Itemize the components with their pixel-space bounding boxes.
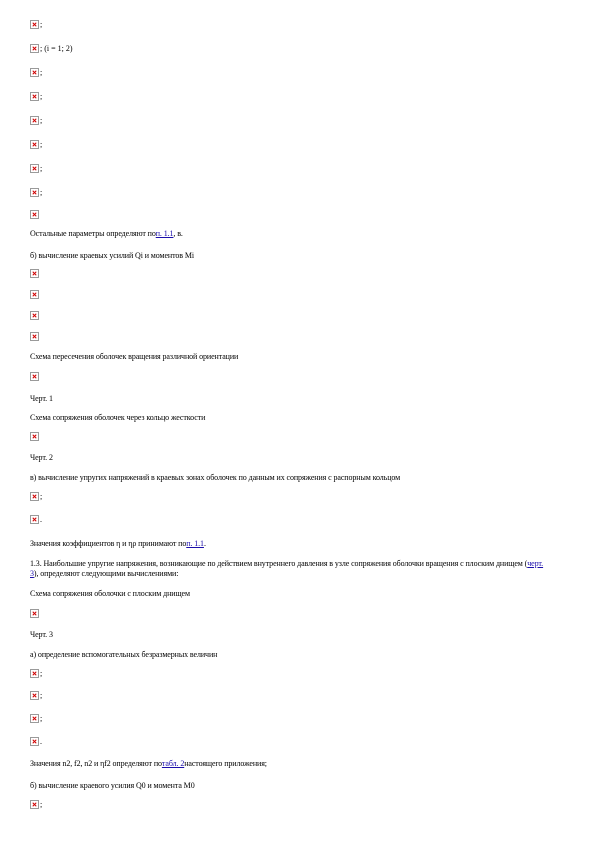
chart-label: Черт. 1 bbox=[30, 394, 53, 403]
formula-row bbox=[30, 20, 42, 29]
formula-suffix: ; bbox=[40, 164, 43, 173]
broken-image-icon bbox=[30, 92, 39, 101]
formula-row bbox=[30, 332, 40, 341]
formula-row: ; bbox=[30, 492, 42, 501]
broken-image-icon bbox=[30, 669, 39, 678]
formula-row bbox=[30, 92, 42, 101]
figure-caption: Схема сопряжения оболочек через кольцо жесткости bbox=[30, 413, 206, 422]
figure-image bbox=[30, 432, 39, 441]
formula-row bbox=[30, 311, 40, 320]
formula-suffix: ; bbox=[40, 92, 43, 101]
link-table-2[interactable]: табл. 2 bbox=[161, 759, 185, 768]
formula-row bbox=[30, 116, 42, 125]
paragraph: Значения n2, f2, n2 и ηf2 определяют по табл. 2 настоящего приложения; bbox=[30, 759, 267, 768]
formula-row bbox=[30, 269, 40, 278]
chart-label: Черт. 2 bbox=[30, 453, 53, 462]
paragraph: б) вычисление краевых усилий Qi и моментов Mi bbox=[30, 251, 195, 260]
paragraph: Остальные параметры определяют по п. 1.1 , в. bbox=[30, 229, 183, 238]
broken-image-icon bbox=[30, 44, 39, 53]
formula-row bbox=[30, 164, 42, 173]
broken-image-icon bbox=[30, 269, 39, 278]
broken-image-icon bbox=[30, 372, 39, 381]
formula-row: ; bbox=[30, 669, 42, 678]
formula-suffix: ; bbox=[40, 188, 43, 197]
figure-caption: Схема пересечения оболочек вращения различной ориентации bbox=[30, 352, 239, 361]
formula-row: ; bbox=[30, 714, 42, 723]
broken-image-icon bbox=[30, 691, 39, 700]
broken-image-icon bbox=[30, 311, 39, 320]
broken-image-icon bbox=[30, 210, 39, 219]
formula-suffix: ; (i = 1; 2) bbox=[40, 44, 73, 53]
broken-image-icon bbox=[30, 332, 39, 341]
formula-suffix: ; bbox=[40, 20, 43, 29]
paragraph: б) вычисление краевого усилия Q0 и момента M0 bbox=[30, 781, 195, 790]
figure-caption: Схема сопряжения оболочки с плоским днищем bbox=[30, 589, 190, 598]
formula-row bbox=[30, 290, 40, 299]
formula-suffix: ; bbox=[40, 68, 43, 77]
broken-image-icon bbox=[30, 515, 39, 524]
formula-suffix: ; bbox=[40, 140, 43, 149]
broken-image-icon bbox=[30, 432, 39, 441]
formula-row bbox=[30, 210, 40, 219]
formula-row bbox=[30, 188, 42, 197]
figure-image bbox=[30, 372, 39, 381]
broken-image-icon bbox=[30, 800, 39, 809]
paragraph: 1.3. Наибольшие упругие напряжения, возникающие по действием внутреннего давления в узле сопряжения оболочки вращения с плоским днищем (черт. 3), определяют следующими вычислениями: bbox=[30, 559, 544, 578]
formula-row bbox=[30, 140, 42, 149]
broken-image-icon bbox=[30, 188, 39, 197]
formula-row bbox=[30, 68, 42, 77]
broken-image-icon bbox=[30, 116, 39, 125]
broken-image-icon bbox=[30, 140, 39, 149]
chart-label: Черт. 3 bbox=[30, 630, 53, 639]
broken-image-icon bbox=[30, 290, 39, 299]
formula-suffix: ; bbox=[40, 116, 43, 125]
broken-image-icon bbox=[30, 164, 39, 173]
formula-row: . bbox=[30, 515, 42, 524]
broken-image-icon bbox=[30, 492, 39, 501]
link-chart-3[interactable]: черт. 3 bbox=[30, 559, 544, 578]
formula-row: ; bbox=[30, 800, 42, 809]
paragraph: в) вычисление упругих напряжений в краевых зонах оболочек по данным их сопряжения с распорным кольцом bbox=[30, 473, 401, 482]
broken-image-icon bbox=[30, 714, 39, 723]
broken-image-icon bbox=[30, 737, 39, 746]
formula-row bbox=[30, 44, 73, 53]
formula-row: ; bbox=[30, 691, 42, 700]
broken-image-icon bbox=[30, 68, 39, 77]
link-p-1-1[interactable]: п. 1.1 bbox=[186, 539, 204, 548]
figure-image bbox=[30, 609, 39, 618]
broken-image-icon bbox=[30, 609, 39, 618]
link-p-1-1[interactable]: п. 1.1 bbox=[155, 229, 174, 238]
broken-image-icon bbox=[30, 20, 39, 29]
formula-row: . bbox=[30, 737, 42, 746]
paragraph: Значения коэффициентов η и ηρ принимают по п. 1.1 . bbox=[30, 539, 206, 548]
paragraph: а) определение вспомогательных безразмерных величин bbox=[30, 650, 218, 659]
